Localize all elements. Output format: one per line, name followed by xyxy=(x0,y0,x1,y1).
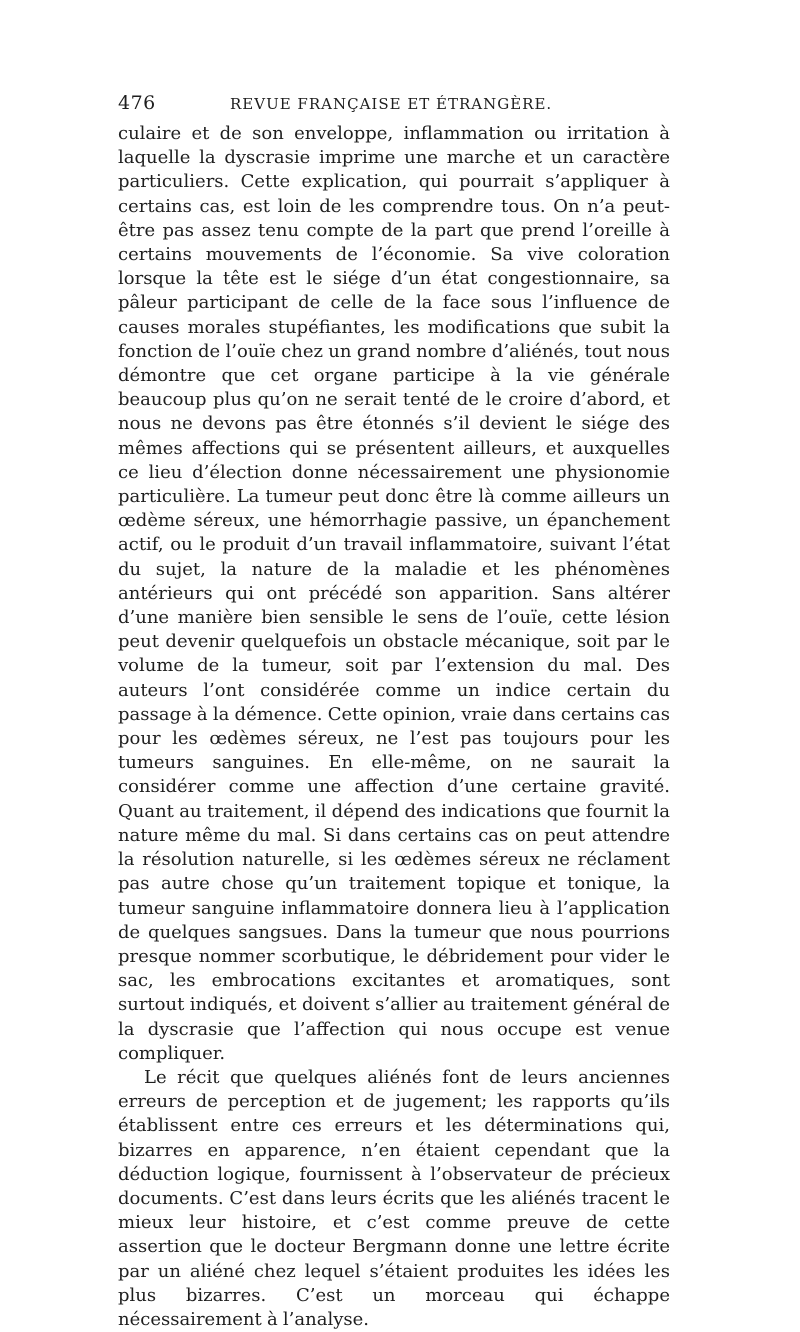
paragraph-2: Le récit que quelques aliénés font de leurs anciennes erreurs de perception et de jugement; les rapports qu’ils établissent entre ces erreurs et les déterminations qui, bizarres en apparence, n’en étaient cependant que la déduction logique, fournissent à l’observateur de précieux documents. C’est dans leurs écrits que les aliénés tracent le mieux leur histoire, et c’est comme preuve de cette assertion que le docteur Bergmann donne une lettre écrite par un aliéné chez lequel s’étaient produites les idées les plus bizarres. C’est un morceau qui échappe nécessairement à l’analyse. xyxy=(118,1066,670,1330)
body-text xyxy=(118,122,670,1332)
page-number: 476 xyxy=(118,92,156,114)
running-title: REVUE FRANÇAISE ET ÉTRANGÈRE. xyxy=(230,95,553,113)
paragraph-1: culaire et de son enveloppe, inflammation ou irritation à laquelle la dyscrasie imprime une marche et un caractère particuliers. Cette explication, qui pourrait s’appliquer à certains cas, est loin de les comprendre tous. On n’a peut-être pas assez tenu compte de la part que prend l’oreille à certains mouvements de l’économie. Sa vive coloration lorsque la tête est le siége d’un état congestionnaire, sa pâleur participant de celle de la face sous l’influence de causes morales stupéfiantes, les modifications que subit la fonction de l’ouïe chez un grand nombre d’aliénés, tout nous démontre que cet organe participe à la vie générale beaucoup plus qu’on ne serait tenté de le croire d’abord, et nous ne devons pas être étonnés s’il devient le siége des mêmes affections qui se présentent ailleurs, et auxquelles ce lieu d’élection donne nécessairement une physionomie particulière. La tumeur peut donc être là comme ailleurs un œdème séreux, une hémorrhagie passive, un épanchement actif, ou le produit d’un travail inflammatoire, suivant l’état du sujet, la nature de la maladie et les phénomènes antérieurs qui ont précédé son apparition. Sans altérer d’une manière bien sensible le sens de l’ouïe, cette lésion peut devenir quelquefois un obstacle mécanique, soit par le volume de la tumeur, soit par l’extension du mal. Des auteurs l’ont considérée comme un indice certain du passage à la démence. Cette opinion, vraie dans certains cas pour les œdèmes séreux, ne l’est pas toujours pour les tumeurs sanguines. En elle-même, on ne saurait la considérer comme une affection d’une certaine gravité. Quant au traitement, il dépend des indications que fournit la nature même du mal. Si dans certains cas on peut attendre la résolution naturelle, si les œdèmes séreux ne réclament pas autre chose qu’un traitement topique et tonique, la tumeur sanguine inflammatoire donnera lieu à l’application de quelques sangsues. Dans la tumeur que nous pourrions presque nommer scorbutique, le débridement pour vider le sac, les embrocations excitantes et aromatiques, sont surtout indiqués, et doivent s’allier au traitement général de la dyscrasie que l’affection qui nous occupe est venue compliquer. xyxy=(118,123,670,1064)
page-header xyxy=(118,92,670,122)
